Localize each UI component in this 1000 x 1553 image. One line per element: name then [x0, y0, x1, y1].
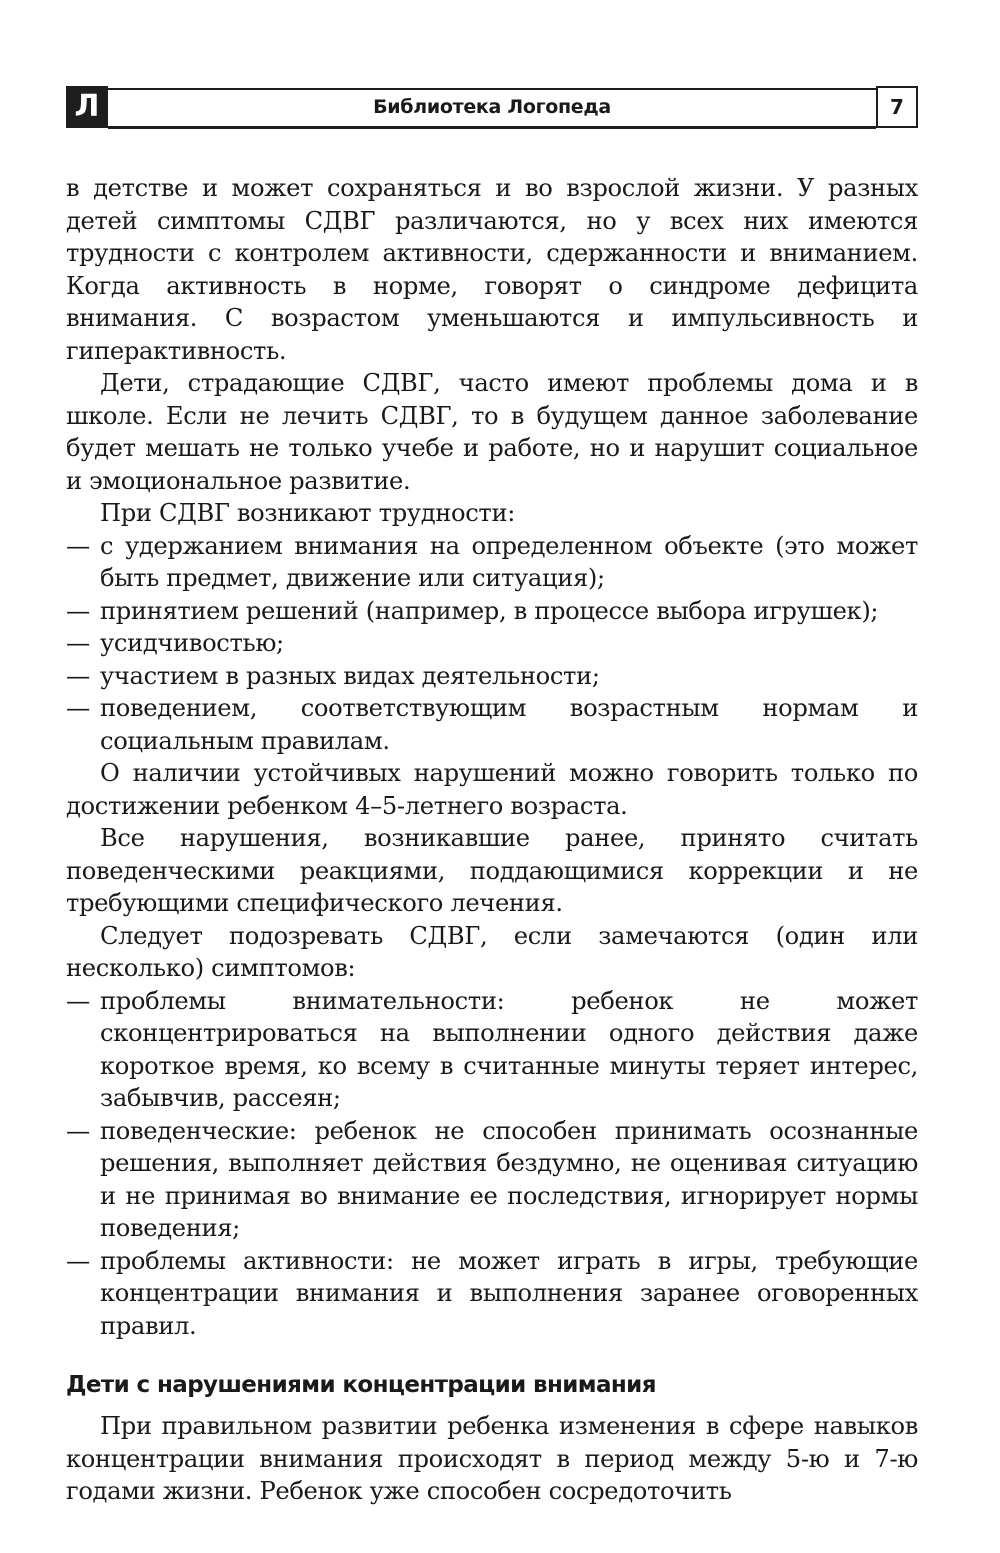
list-item-text: с удержанием внимания на определенном объекте (это может быть предмет, движение или ситуация); — [100, 531, 918, 592]
page-number: 7 — [876, 86, 918, 128]
section-heading: Дети с нарушениями концентрации внимания — [66, 1372, 656, 1398]
list-item-text: усидчивостью; — [100, 629, 284, 657]
dash-marker: — — [66, 1116, 90, 1145]
dash-marker: — — [66, 694, 90, 722]
dash-marker: — — [66, 1246, 90, 1275]
list-item-text: поведением, соответствующим возрастным нормам и социальным правилам. — [100, 694, 918, 755]
list-item — [66, 1245, 918, 1343]
series-title: Библиотека Логопеда — [373, 96, 611, 118]
list-item — [66, 627, 918, 660]
dash-marker: — — [66, 986, 90, 1015]
paragraph-continued: в детстве и может сохраняться и во взрослой жизни. У разных детей симптомы СДВГ различаются, но у всех них имеются трудности с контролем активности, сдержанности и вниманием. Когда активность в норме, говорят о синдроме дефицита внимания. С возрастом уменьшаются и импульсивность и гиперактивность. — [66, 174, 918, 365]
dash-marker: — — [66, 629, 90, 657]
list-item-text: поведенческие: ребенок не способен принимать осознанные решения, выполняет действия бездумно, не оценивая ситуацию и не принимая во внимание ее последствия, игнорирует нормы поведения; — [100, 1116, 918, 1242]
list-item — [66, 595, 918, 628]
paragraph: При правильном развитии ребенка изменения в сфере навыков концентрации внимания происходят в период между 5-ю и 7-ю годами жизни. Ребенок уже способен сосредоточить — [66, 1412, 918, 1505]
dash-marker: — — [66, 596, 90, 625]
list-item — [66, 660, 918, 693]
page-body — [66, 172, 918, 1508]
list-item — [66, 1115, 918, 1245]
paragraph: Все нарушения, возникавшие ранее, принято считать поведенческими реакциями, поддающимися коррекции и не требующими специфического лечения. — [66, 824, 918, 917]
list-item — [66, 692, 918, 757]
dash-marker: — — [66, 661, 90, 690]
running-header — [66, 86, 918, 128]
list-item — [66, 985, 918, 1115]
list-item — [66, 530, 918, 595]
paragraph: При СДВГ возникают трудности: — [100, 499, 516, 527]
dash-marker: — — [66, 531, 90, 560]
list-item-text: проблемы внимательности: ребенок не может сконцентрироваться на выполнении одного действия даже короткое время, ко всему в считанные минуты теряет интерес, забывчив, рассеян; — [100, 986, 918, 1112]
paragraph: Следует подозревать СДВГ, если замечаются (один или несколько) симптомов: — [66, 921, 918, 982]
list-item-text: принятием решений (например, в процессе выбора игрушек); — [100, 596, 879, 625]
paragraph: О наличии устойчивых нарушений можно говорить только по достижении ребенком 4–5-летнего возраста. — [66, 759, 918, 820]
list-item-text: проблемы активности: не может играть в игры, требующие концентрации внимания и выполнения заранее оговоренных правил. — [100, 1246, 918, 1340]
list-item-text: участием в разных видах деятельности; — [100, 661, 600, 690]
series-logo: Л — [66, 86, 108, 128]
paragraph: Дети, страдающие СДВГ, часто имеют проблемы дома и в школе. Если не лечить СДВГ, то в будущем данное заболевание будет мешать не только учебе и работе, но и нарушит социальное и эмоциональное развитие. — [66, 369, 918, 495]
